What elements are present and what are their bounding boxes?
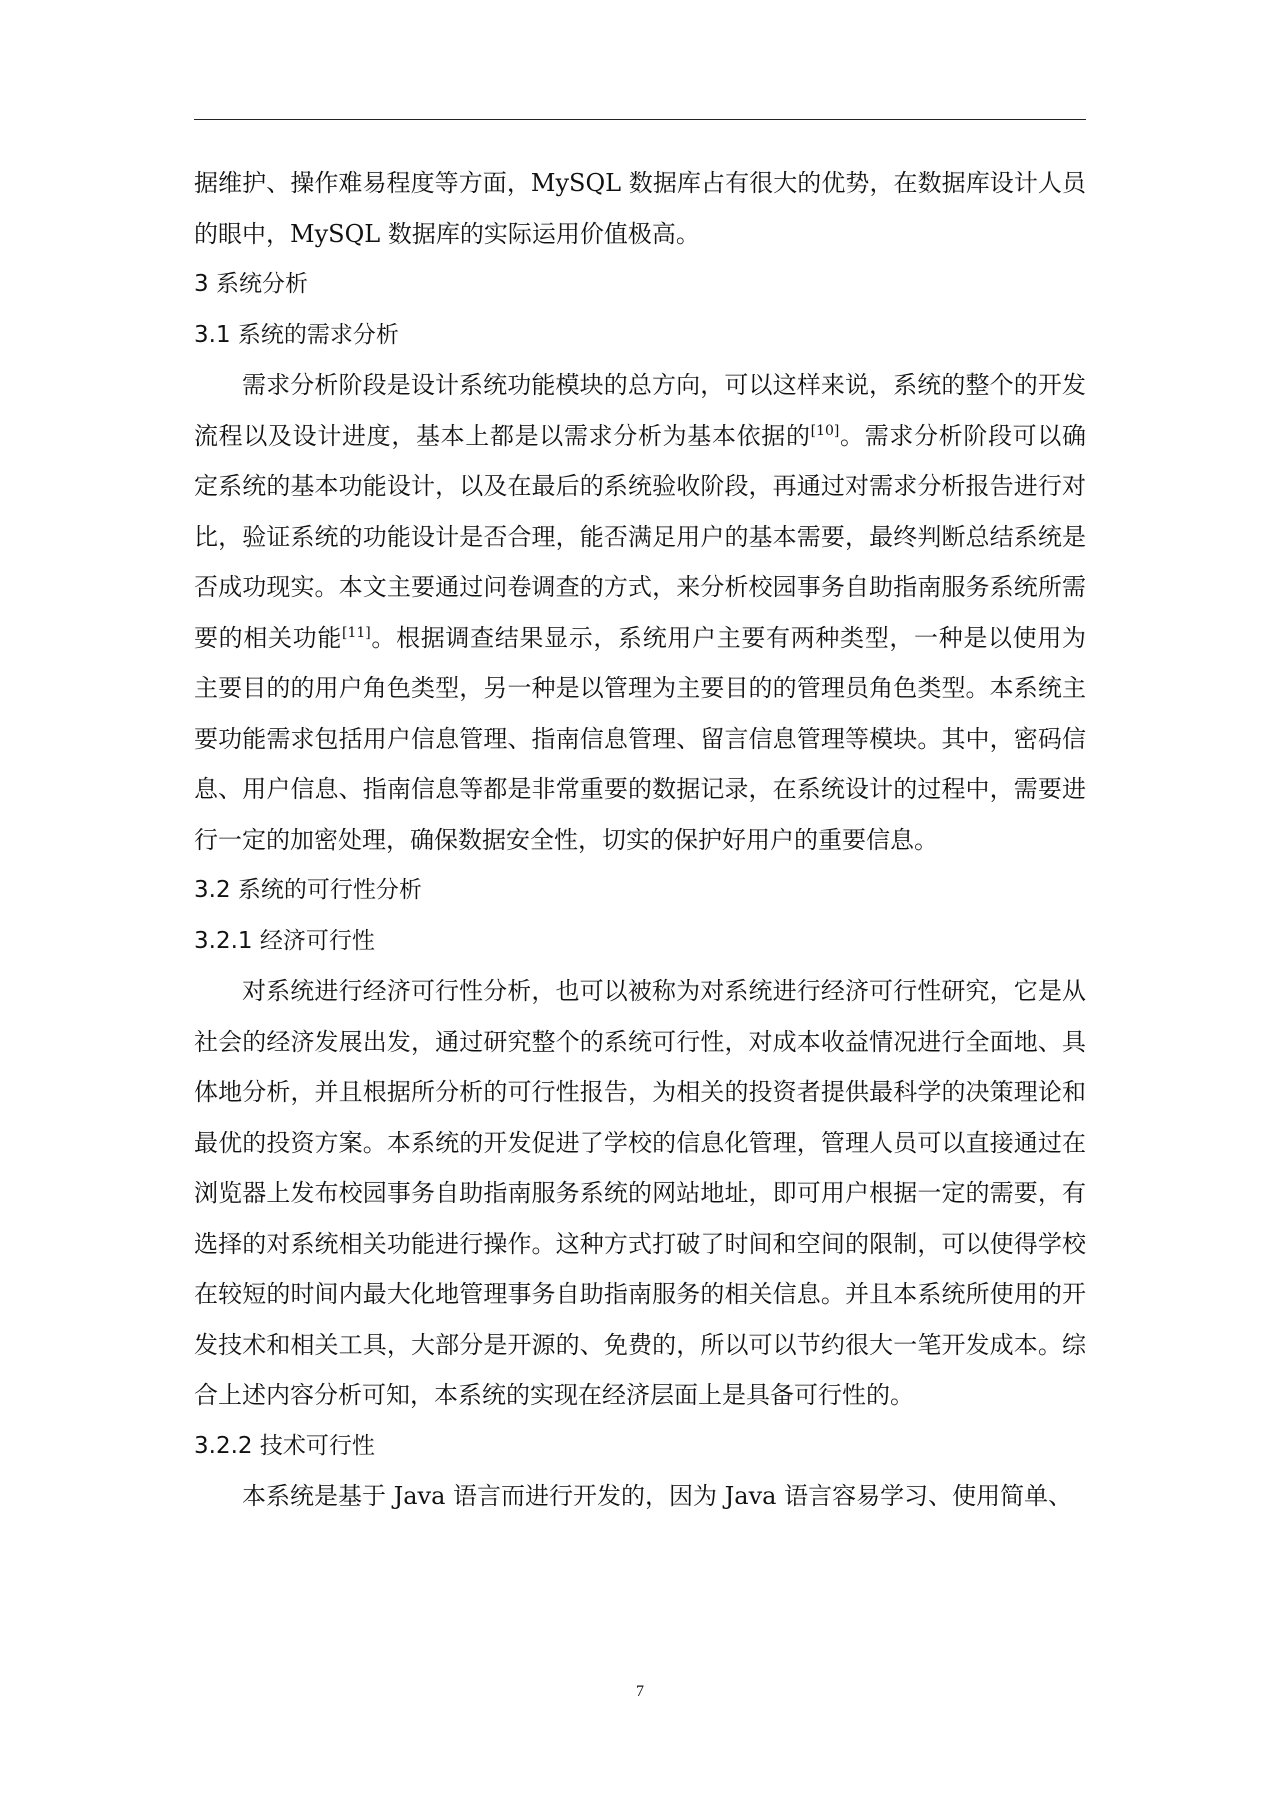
header-rule (194, 119, 1086, 120)
citation-ref-11: [11] (342, 624, 371, 641)
page-body (194, 158, 1086, 1522)
paragraph-technical-feasibility: 本系统是基于 Java 语言而进行开发的，因为 Java 语言容易学习、使用简单、 (242, 1482, 1073, 1510)
paragraph-text-part: 。根据调查结果显示，系统用户主要有两种类型，一种是以使用为主要目的的用户角色类型，另一种是以管理为主要目的的管理员角色类型。本系统主要功能需求包括用户信息管理、指南信息管理、留言信息管理等模块。其中，密码信息、用户信息、指南信息等都是非常重要的数据记录，在系统设计的过程中，需要进行一定的加密处理，确保数据安全性，切实的保护好用户的重要信息。 (194, 623, 1087, 854)
paragraph-economic-feasibility: 对系统进行经济可行性分析，也可以被称为对系统进行经济可行性研究，它是从社会的经济发展出发，通过研究整个的系统可行性，对成本收益情况进行全面地、具体地分析，并且根据所分析的可行性报告，为相关的投资者提供最科学的决策理论和最优的投资方案。本系统的开发促进了学校的信息化管理，管理人员可以直接通过在浏览器上发布校园事务自助指南服务系统的网站地址，即可用户根据一定的需要，有选择的对系统相关功能进行操作。这种方式打破了时间和空间的限制，可以使得学校在较短的时间内最大化地管理事务自助指南服务的相关信息。并且本系统所使用的开发技术和相关工具，大部分是开源的、免费的，所以可以节约很大一笔开发成本。综合上述内容分析可知，本系统的实现在经济层面上是具备可行性的。 (194, 977, 1086, 1409)
subsubsection-heading-technical: 3.2.2 技术可行性 (194, 1432, 375, 1459)
paragraph-mysql-advantage: 据维护、操作难易程度等方面，MySQL 数据库占有很大的优势，在数据库设计人员的眼中，MySQL 数据库的实际运用价值极高。 (194, 169, 1086, 248)
paragraph-text-part: 。需求分析阶段可以确定系统的基本功能设计，以及在最后的系统验收阶段，再通过对需求分析报告进行对比，验证系统的功能设计是否合理，能否满足用户的基本需要，最终判断总结系统是否成功现实。本文主要通过问卷调查的方式，来分析校园事务自助指南服务系统所需要的相关功能 (194, 421, 1087, 652)
page-number: 7 (636, 1683, 644, 1700)
section-heading-system-analysis: 3 系统分析 (194, 271, 308, 297)
paragraph-requirements-analysis (194, 360, 1086, 865)
paragraph-text-part: 需求分析阶段是设计系统功能模块的总方向，可以这样来说，系统的整个的开发流程以及设计进度，基本上都是以需求分析为基本依据的 (194, 371, 1086, 450)
subsubsection-heading-economic: 3.2.1 经济可行性 (194, 927, 375, 954)
citation-ref-10: [10] (810, 422, 840, 439)
subsection-heading-requirements: 3.1 系统的需求分析 (194, 321, 399, 348)
subsection-heading-feasibility: 3.2 系统的可行性分析 (194, 877, 422, 903)
